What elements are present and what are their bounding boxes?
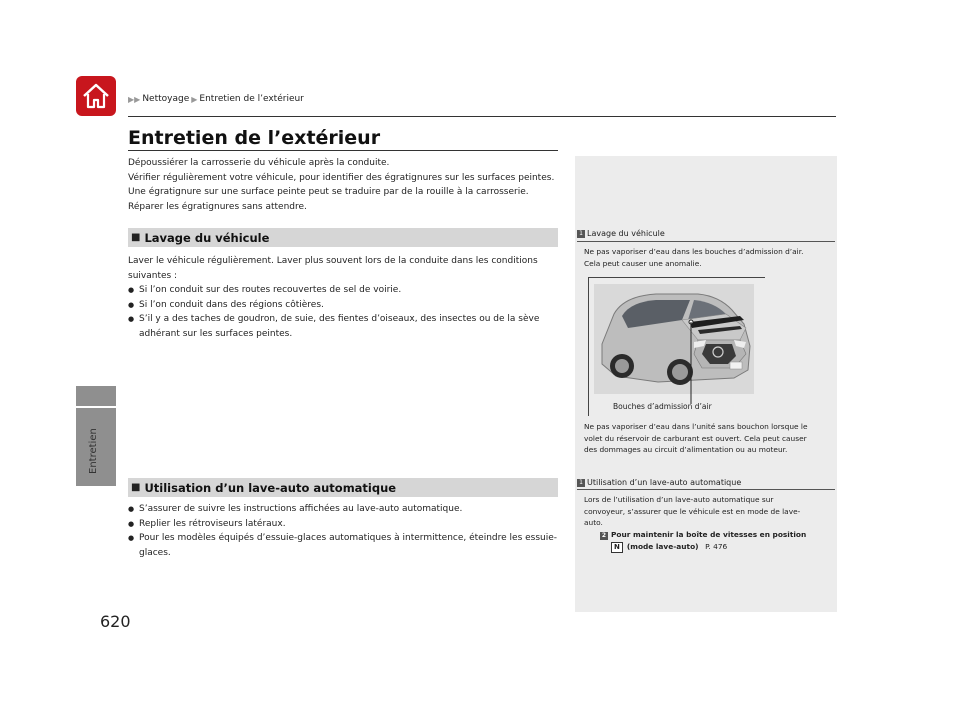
body-line: Laver le véhicule régulièrement. Laver plus souvent lors de la conduite dans les conditions <box>128 256 538 266</box>
section-marker-icon: ■ <box>131 482 141 493</box>
gear-n-key: N <box>611 542 623 553</box>
section-heading-lave-auto <box>128 478 558 497</box>
home-button[interactable] <box>76 76 116 116</box>
breadcrumb-arrow-icon: ▶ <box>191 94 198 104</box>
note-line: auto. <box>584 518 603 527</box>
note-text <box>584 494 832 529</box>
cross-reference-link[interactable] <box>600 529 834 553</box>
list-item: ● Replier les rétroviseurs latéraux. <box>128 517 558 532</box>
list-item-continuation: glaces. <box>139 547 171 558</box>
note-marker-icon: 1 <box>577 479 585 487</box>
note-divider <box>577 241 835 242</box>
intro-paragraph <box>128 156 558 214</box>
list-item-continuation: adhérant sur les surfaces peintes. <box>139 328 293 339</box>
note-line: convoyeur, s’assurer que le véhicule est en mode de lave- <box>584 506 801 516</box>
note-line: Lors de l’utilisation d’un lave-auto automatique sur <box>584 495 774 504</box>
page-title: Entretien de l’extérieur <box>128 127 381 149</box>
section-tab-marker <box>76 386 116 406</box>
note-title: Lavage du véhicule <box>587 229 665 238</box>
note-marker-icon: 1 <box>577 230 585 238</box>
page-number: 620 <box>100 612 131 631</box>
note-text <box>584 246 832 269</box>
section-body-lave-auto <box>128 502 558 560</box>
note-heading-lave-auto[interactable] <box>577 478 741 487</box>
home-icon <box>81 81 111 111</box>
note-heading-lavage[interactable] <box>577 229 665 238</box>
section-marker-icon: ■ <box>131 232 141 243</box>
list-item: ● Pour les modèles équipés d’essuie-glaces automatiques à intermittence, éteindre les essuie- <box>128 531 558 546</box>
figure-callout: Bouches d’admission d’air <box>613 402 712 411</box>
callout-leader-line <box>680 310 710 406</box>
note-line: Cela peut causer une anomalie. <box>584 258 702 268</box>
intro-line: Une égratignure sur une surface peinte peut se traduire par de la rouille à la carrosserie. <box>128 187 529 197</box>
reference-line: (mode lave-auto) <box>626 541 699 551</box>
breadcrumb <box>128 94 304 104</box>
section-tab-label: Entretien <box>88 428 99 474</box>
note-text <box>584 421 834 456</box>
body-line: suivantes : <box>128 270 178 281</box>
list-item: ● Si l’on conduit dans des régions côtières. <box>128 298 558 313</box>
section-body-lavage <box>128 254 558 341</box>
list-item: ● S’il y a des taches de goudron, de suie, des fientes d’oiseaux, des insectes ou de la sève <box>128 312 558 327</box>
note-divider <box>577 489 835 490</box>
reference-arrow-icon: 2 <box>601 532 607 539</box>
note-title: Utilisation d’un lave-auto automatique <box>587 478 742 487</box>
section-heading-label: Lavage du véhicule <box>144 230 270 245</box>
car-image <box>594 284 754 394</box>
reference-page: P. 476 <box>705 541 728 551</box>
breadcrumb-item-nettoyage[interactable]: Nettoyage <box>142 94 190 104</box>
note-line: des dommages au circuit d’alimentation ou au moteur. <box>584 445 788 454</box>
intro-line: Réparer les égratignures sans attendre. <box>128 201 307 212</box>
title-divider <box>128 150 558 151</box>
header-divider <box>128 116 836 117</box>
car-illustration <box>594 284 754 394</box>
note-line: volet du réservoir de carburant est ouvert. Cela peut causer <box>584 433 807 443</box>
section-heading-lavage <box>128 228 558 247</box>
intro-line: Dépoussiérer la carrosserie du véhicule après la conduite. <box>128 158 390 168</box>
note-line: Ne pas vaporiser d’eau dans l’unité sans bouchon lorsque le <box>584 422 808 431</box>
breadcrumb-item-current[interactable]: Entretien de l’extérieur <box>199 94 304 104</box>
note-line: Ne pas vaporiser d’eau dans les bouches d’admission d’air. <box>584 247 804 256</box>
intro-line: Vérifier régulièrement votre véhicule, pour identifier des égratignures sur les surfaces peintes. <box>128 172 555 183</box>
list-item: ● S’assurer de suivre les instructions affichées au lave-auto automatique. <box>128 502 558 517</box>
section-heading-label: Utilisation d’un lave-auto automatique <box>144 480 397 495</box>
reference-line: Pour maintenir la boîte de vitesses en position <box>611 530 807 539</box>
breadcrumb-arrow-icon: ▶▶ <box>128 94 141 104</box>
list-item: ● Si l’on conduit sur des routes recouvertes de sel de voirie. <box>128 283 558 298</box>
